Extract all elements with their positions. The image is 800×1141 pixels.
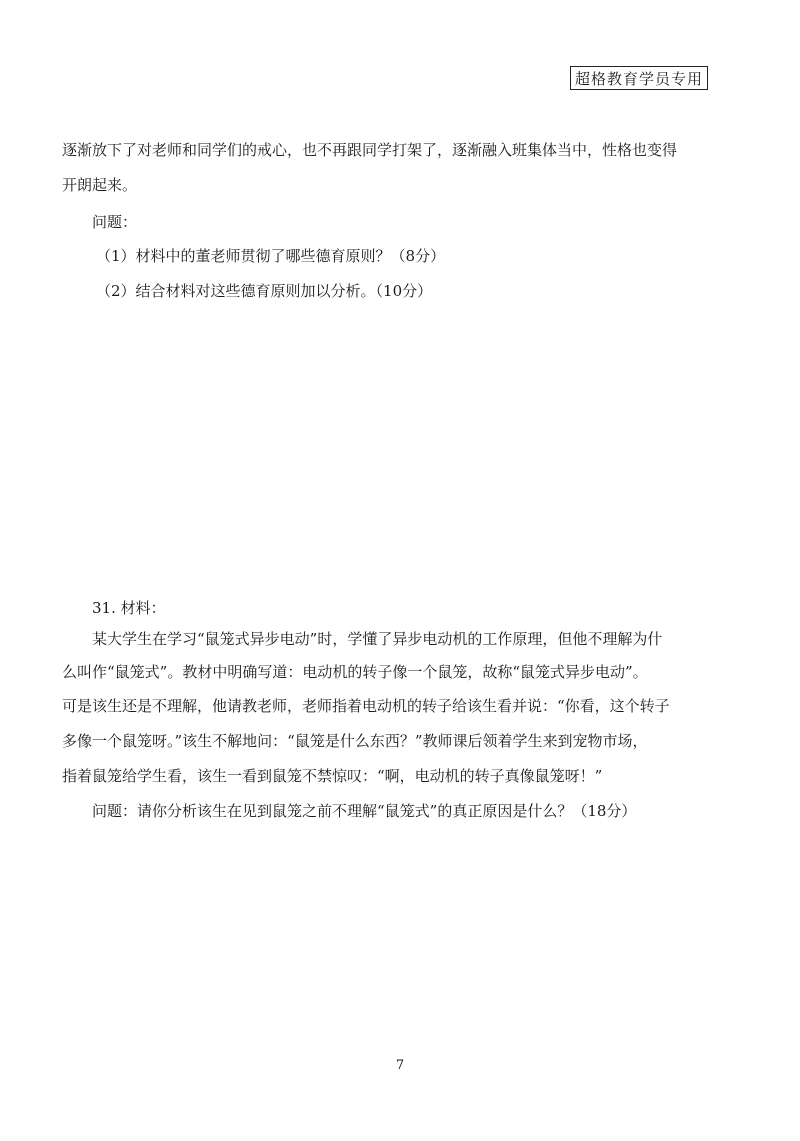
continuation-line-1: 逐渐放下了对老师和同学们的戒心，也不再跟同学打架了，逐渐融入班集体当中，性格也变得 — [62, 141, 678, 159]
exclusive-use-stamp: 超格教育学员专用 — [570, 66, 708, 90]
page-number: 7 — [395, 1058, 405, 1073]
continuation-line-2: 开朗起来。 — [62, 176, 138, 194]
q31-paragraph-line-2: 么叫作“鼠笼式”。教材中明确写道：电动机的转子像一个鼠笼，故称“鼠笼式异步电动”。 — [62, 663, 648, 681]
q30-subquestion-1: （1）材料中的董老师贯彻了哪些德育原则？（8分） — [96, 247, 446, 265]
q31-question: 问题：请你分析该生在见到鼠笼之前不理解“鼠笼式”的真正原因是什么？（18分） — [92, 802, 637, 820]
q30-subquestion-2: （2）结合材料对这些德育原则加以分析。（10分） — [96, 282, 433, 300]
q31-paragraph-line-3: 可是该生还是不理解，他请教老师，老师指着电动机的转子给该生看并说：“你看，这个转子 — [62, 697, 670, 715]
q31-paragraph-line-4: 多像一个鼠笼呀。”该生不解地问：“鼠笼是什么东西？”教师课后领着学生来到宠物市场， — [62, 732, 648, 750]
q31-paragraph-line-1: 某大学生在学习“鼠笼式异步电动”时，学懂了异步电动机的工作原理，但他不理解为什 — [92, 630, 663, 648]
q30-label: 问题： — [92, 213, 138, 231]
q31-paragraph-line-5: 指着鼠笼给学生看，该生一看到鼠笼不禁惊叹：“啊，电动机的转子真像鼠笼呀！” — [62, 767, 603, 785]
q31-heading: 31. 材料： — [92, 599, 166, 617]
